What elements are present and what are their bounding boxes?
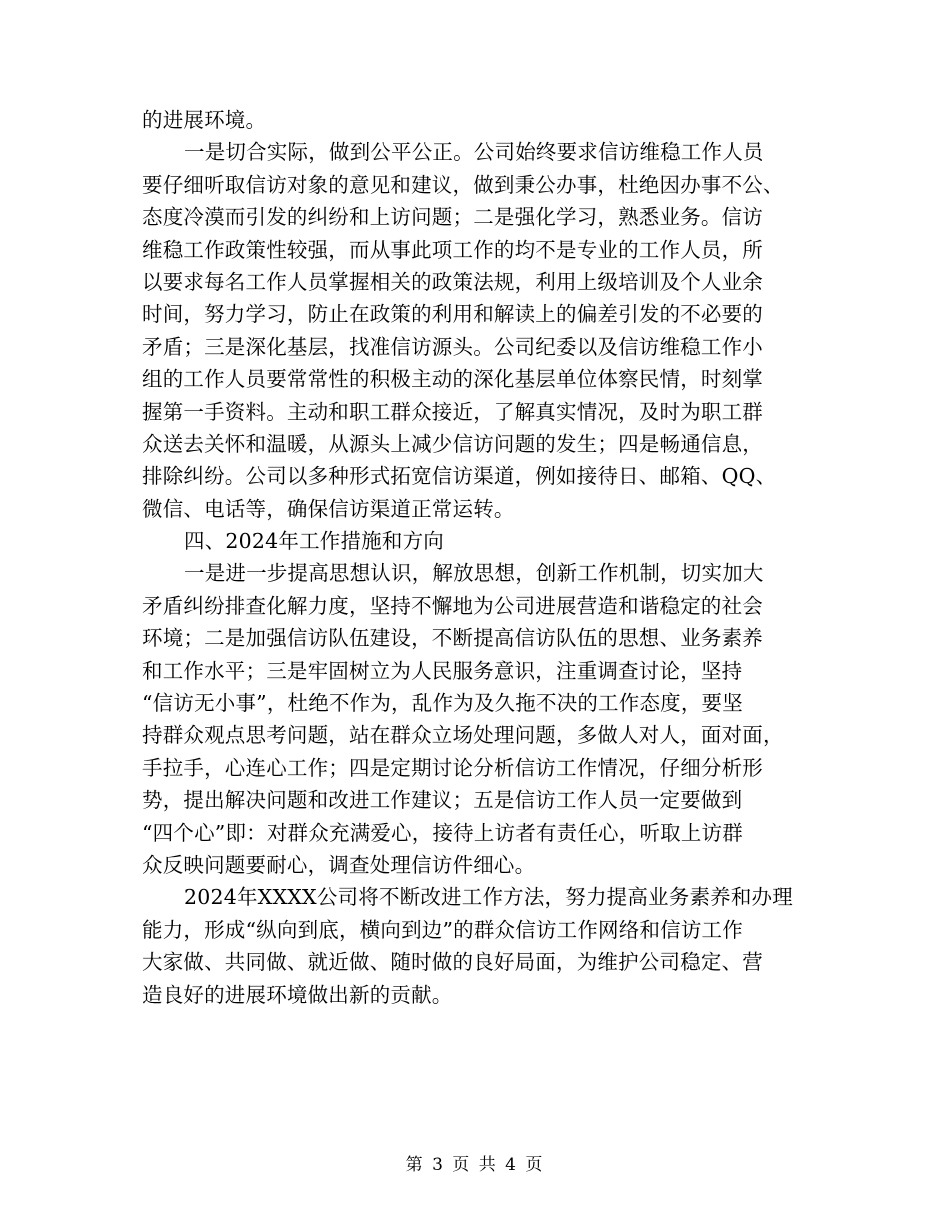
text-line: 环境；二是加强信访队伍建设，不断提高信访队伍的思想、业务素养	[142, 626, 763, 651]
text-line: 能力，形成“纵向到底，横向到边”的群众信访工作网络和信访工作	[142, 917, 743, 942]
text-line: “四个心”即：对群众充满爱心，接待上访者有责任心，听取上访群	[142, 820, 743, 845]
text-line: 态度冷漠而引发的纠纷和上访问题；二是强化学习，熟悉业务。信访	[142, 205, 763, 230]
text-line: 手拉手，心连心工作；四是定期讨论分析信访工作情况，仔细分析形	[142, 755, 763, 780]
document-body	[142, 104, 812, 1011]
text-line: 众反映问题要耐心，调查处理信访件细心。	[142, 852, 536, 877]
text-line: “信访无小事”，杜绝不作为，乱作为及久拖不决的工作态度，要坚	[142, 691, 743, 716]
text-line: 握第一手资料。主动和职工群众接近，了解真实情况，及时为职工群	[142, 399, 763, 424]
text-line: 势，提出解决问题和改进工作建议；五是信访工作人员一定要做到	[142, 788, 743, 813]
text-line: 要仔细听取信访对象的意见和建议，做到秉公办事，杜绝因办事不公、	[142, 172, 784, 197]
text-line: 组的工作人员要常常性的积极主动的深化基层单位体察民情，时刻掌	[142, 367, 763, 392]
text-line: 和工作水平；三是牢固树立为人民服务意识，注重调查讨论，坚持	[142, 658, 743, 683]
text-line: 微信、电话等，确保信访渠道正常运转。	[142, 496, 515, 521]
text-line: 众送去关怀和温暖，从源头上减少信访问题的发生；四是畅通信息，	[142, 431, 763, 456]
text-line: 维稳工作政策性较强，而从事此项工作的均不是专业的工作人员，所	[142, 237, 763, 262]
text-line: 的进展环境。	[142, 108, 267, 132]
text-line: 一是切合实际，做到公平公正。公司始终要求信访维稳工作人员	[184, 140, 764, 165]
text-line: 时间，努力学习，防止在政策的利用和解读上的偏差引发的不必要的	[142, 302, 763, 327]
text-line: 大家做、共同做、就近做、随时做的良好局面，为维护公司稳定、营	[142, 950, 763, 975]
text-line: 以要求每名工作人员掌握相关的政策法规，利用上级培训及个人业余	[142, 269, 763, 294]
text-line: 排除纠纷。公司以多种形式拓宽信访渠道，例如接待日、邮箱、QQ、	[142, 464, 777, 489]
text-line: 矛盾；三是深化基层，找准信访源头。公司纪委以及信访维稳工作小	[142, 334, 763, 359]
text-line: 持群众观点思考问题，站在群众立场处理问题，多做人对人，面对面，	[142, 723, 784, 748]
text-line: 2024年XXXX公司将不断改进工作方法，努力提高业务素养和办理	[184, 885, 793, 910]
page-footer: 第 3 页 共 4 页	[405, 1155, 545, 1175]
text-line: 矛盾纠纷排查化解力度，坚持不懈地为公司进展营造和谐稳定的社会	[142, 593, 763, 618]
text-line: 一是进一步提高思想认识，解放思想，创新工作机制，切实加大	[184, 561, 764, 586]
text-line: 造良好的进展环境做出新的贡献。	[142, 982, 453, 1007]
text-line: 四、2024年工作措施和方向	[184, 529, 444, 554]
